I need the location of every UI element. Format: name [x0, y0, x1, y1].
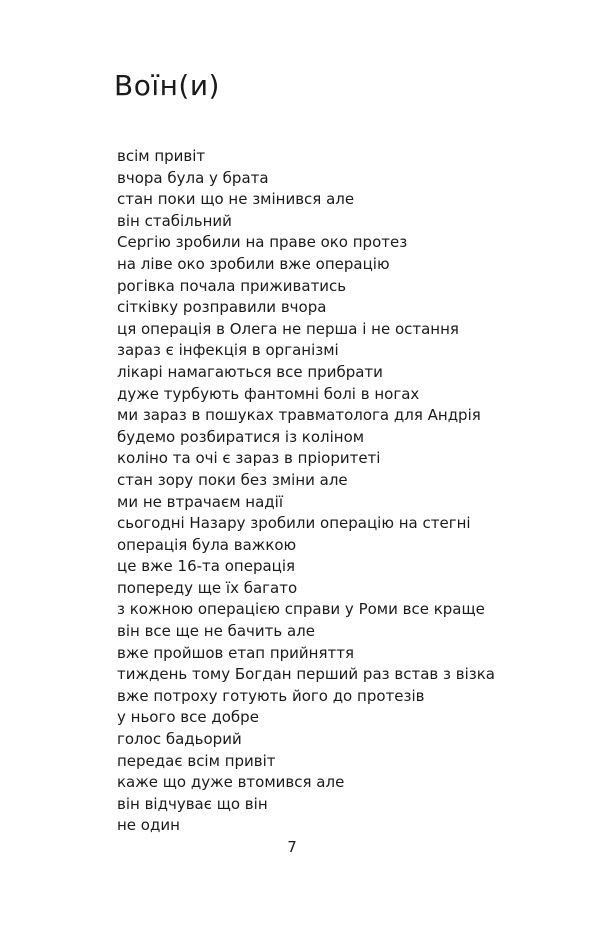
poem-title: Воїн(и) — [114, 69, 220, 102]
poem-line: каже що дуже втомився але — [117, 773, 345, 792]
poem-line: сьогодні Назару зробили операцію на стегні — [117, 514, 471, 533]
page-number: 7 — [287, 838, 297, 856]
poem-line: рогівка почала приживатись — [117, 276, 347, 295]
poem-line: зараз є інфекція в організмі — [117, 341, 339, 360]
poem-line: тиждень тому Богдан перший раз встав з візка — [117, 665, 495, 684]
poem-line: він відчуває що він — [117, 794, 268, 813]
poem-line: стан поки що не змінився але — [117, 190, 355, 209]
poem-line: голос бадьорий — [117, 730, 242, 749]
poem-line: на ліве око зробили вже операцію — [117, 254, 390, 273]
poem-line: всім привіт — [117, 147, 206, 165]
poem-line: операція була важкою — [117, 535, 297, 554]
poem-body — [117, 146, 495, 837]
poem-line: передає всім привіт — [117, 751, 276, 770]
poem-line: вже потроху готують його до протезів — [117, 686, 425, 705]
poem-line: це вже 16-та операція — [117, 557, 296, 576]
poem-line: у нього все добре — [117, 708, 259, 727]
poem-line: Сергію зробили на праве око протез — [117, 233, 408, 252]
poem-line: дуже турбують фантомні болі в ногах — [117, 384, 420, 403]
poem-line: вже пройшов етап прийняття — [117, 643, 355, 662]
poem-line: сітківку розправили вчора — [117, 298, 327, 317]
poem-line: лікарі намагаються все прибрати — [117, 362, 383, 381]
poem-line: він все ще не бачить але — [117, 622, 316, 641]
poem-line: будемо розбиратися із коліном — [117, 427, 365, 446]
poem-line: вчора була у брата — [117, 168, 269, 187]
poem-line: він стабільний — [117, 211, 232, 230]
poem-line: попереду ще їх багато — [117, 578, 298, 597]
poem-line: ми не втрачаєм надії — [117, 492, 284, 511]
poem-line: не один — [117, 816, 180, 835]
poem-line: коліно та очі є зараз в пріоритеті — [117, 449, 381, 468]
poem-line: з кожною операцією справи у Роми все краще — [117, 600, 485, 619]
poem-line: ми зараз в пошуках травматолога для Андрія — [117, 406, 481, 425]
poem-line: ця операція в Олега не перша і не остання — [117, 319, 459, 338]
poem-line: стан зору поки без зміни але — [117, 470, 348, 489]
